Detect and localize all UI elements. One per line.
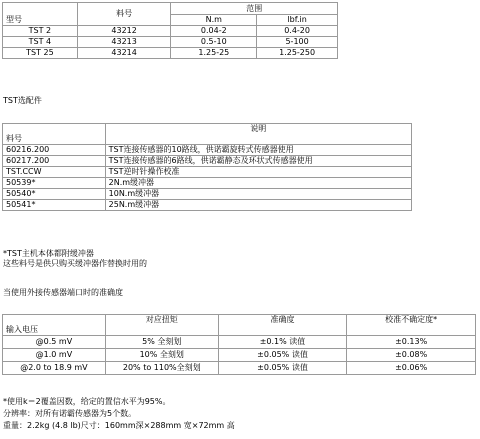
cell-part: TST.CCW <box>3 167 106 178</box>
header-accuracy: 准确度 <box>218 315 347 336</box>
cell-nm: 0.04-2 <box>171 26 257 37</box>
header-input-voltage: 输入电压 <box>3 315 106 336</box>
table-row <box>3 178 412 189</box>
cell-description: TST逆时针操作校准 <box>105 167 411 178</box>
cell-uncertainty: ±0.08% <box>347 349 476 362</box>
header-model: 型号 <box>3 3 78 26</box>
header-lbf-in: lbf.in <box>257 15 338 26</box>
cell-input: @2.0 to 18.9 mV <box>3 362 106 375</box>
cell-torque: 20% to 110%全刻划 <box>105 362 218 375</box>
cell-part: 60216.200 <box>3 145 106 156</box>
header-range: 范围 <box>171 3 338 15</box>
header-part-number: 料号 <box>77 3 171 26</box>
cell-part: 43212 <box>77 26 171 37</box>
cell-part: 43213 <box>77 37 171 48</box>
table-row <box>3 336 476 349</box>
cell-model: TST 4 <box>3 37 78 48</box>
cell-description: TST连接传感器的6路线，供诺霸静态及环状式传感器使用 <box>105 156 411 167</box>
cell-input: @1.0 mV <box>3 349 106 362</box>
cell-torque: 5% 全刻划 <box>105 336 218 349</box>
table-row <box>3 167 412 178</box>
cell-part: 50541* <box>3 200 106 211</box>
cell-model: TST 25 <box>3 48 78 59</box>
cell-nm: 1.25-25 <box>171 48 257 59</box>
table-row <box>3 26 338 37</box>
cell-lbf: 1.25-250 <box>257 48 338 59</box>
cell-accuracy: ±0.05% 读值 <box>218 349 347 362</box>
cell-part: 43214 <box>77 48 171 59</box>
cell-lbf: 0.4-20 <box>257 26 338 37</box>
header-torque: 对应扭矩 <box>105 315 218 336</box>
model-range-table <box>2 2 338 59</box>
cell-input: @0.5 mV <box>3 336 106 349</box>
table-row <box>3 349 476 362</box>
cell-torque: 10% 全刻划 <box>105 349 218 362</box>
resolution-footnote: 分辨率：对所有诺霸传感器为5个数。 <box>3 409 137 418</box>
accuracy-table <box>2 314 476 375</box>
header-part-number: 料号 <box>3 124 106 145</box>
cell-description: 25N.m缓冲器 <box>105 200 411 211</box>
cell-description: TST连接传感器的10路线，供诺霸旋转式传感器使用 <box>105 145 411 156</box>
table-row <box>3 37 338 48</box>
cell-uncertainty: ±0.13% <box>347 336 476 349</box>
coverage-footnote: *使用k＝2覆盖因数，给定的置信水平为95%。 <box>3 397 171 406</box>
cell-uncertainty: ±0.06% <box>347 362 476 375</box>
cell-part: 60217.200 <box>3 156 106 167</box>
cell-nm: 0.5-10 <box>171 37 257 48</box>
table-row <box>3 362 476 375</box>
cell-description: 2N.m缓冲器 <box>105 178 411 189</box>
cell-accuracy: ±0.1% 读值 <box>218 336 347 349</box>
accessories-table <box>2 123 412 211</box>
cell-part: 50539* <box>3 178 106 189</box>
table-row <box>3 48 338 59</box>
table-row <box>3 145 412 156</box>
accuracy-title: 当使用外接传感器端口时的准确度 <box>3 288 123 297</box>
header-nm: N.m <box>171 15 257 26</box>
table-row <box>3 189 412 200</box>
replacement-note: 这些料号是供只购买缓冲器作替换时用的 <box>3 259 147 268</box>
header-uncertainty: 校准不确定度* <box>347 315 476 336</box>
cell-accuracy: ±0.05% 读值 <box>218 362 347 375</box>
header-description: 说明 <box>105 124 411 145</box>
accessories-title: TST选配件 <box>3 96 42 105</box>
table-row <box>3 200 412 211</box>
buffer-note: *TST主机本体都附缓冲器 <box>3 249 94 258</box>
table-row <box>3 156 412 167</box>
cell-lbf: 5-100 <box>257 37 338 48</box>
cell-part: 50540* <box>3 189 106 200</box>
cell-model: TST 2 <box>3 26 78 37</box>
weight-dimension-footnote: 重量：2.2kg (4.8 lb)尺寸：160mm深×288mm 宽×72mm 高 <box>3 421 235 430</box>
cell-description: 10N.m缓冲器 <box>105 189 411 200</box>
